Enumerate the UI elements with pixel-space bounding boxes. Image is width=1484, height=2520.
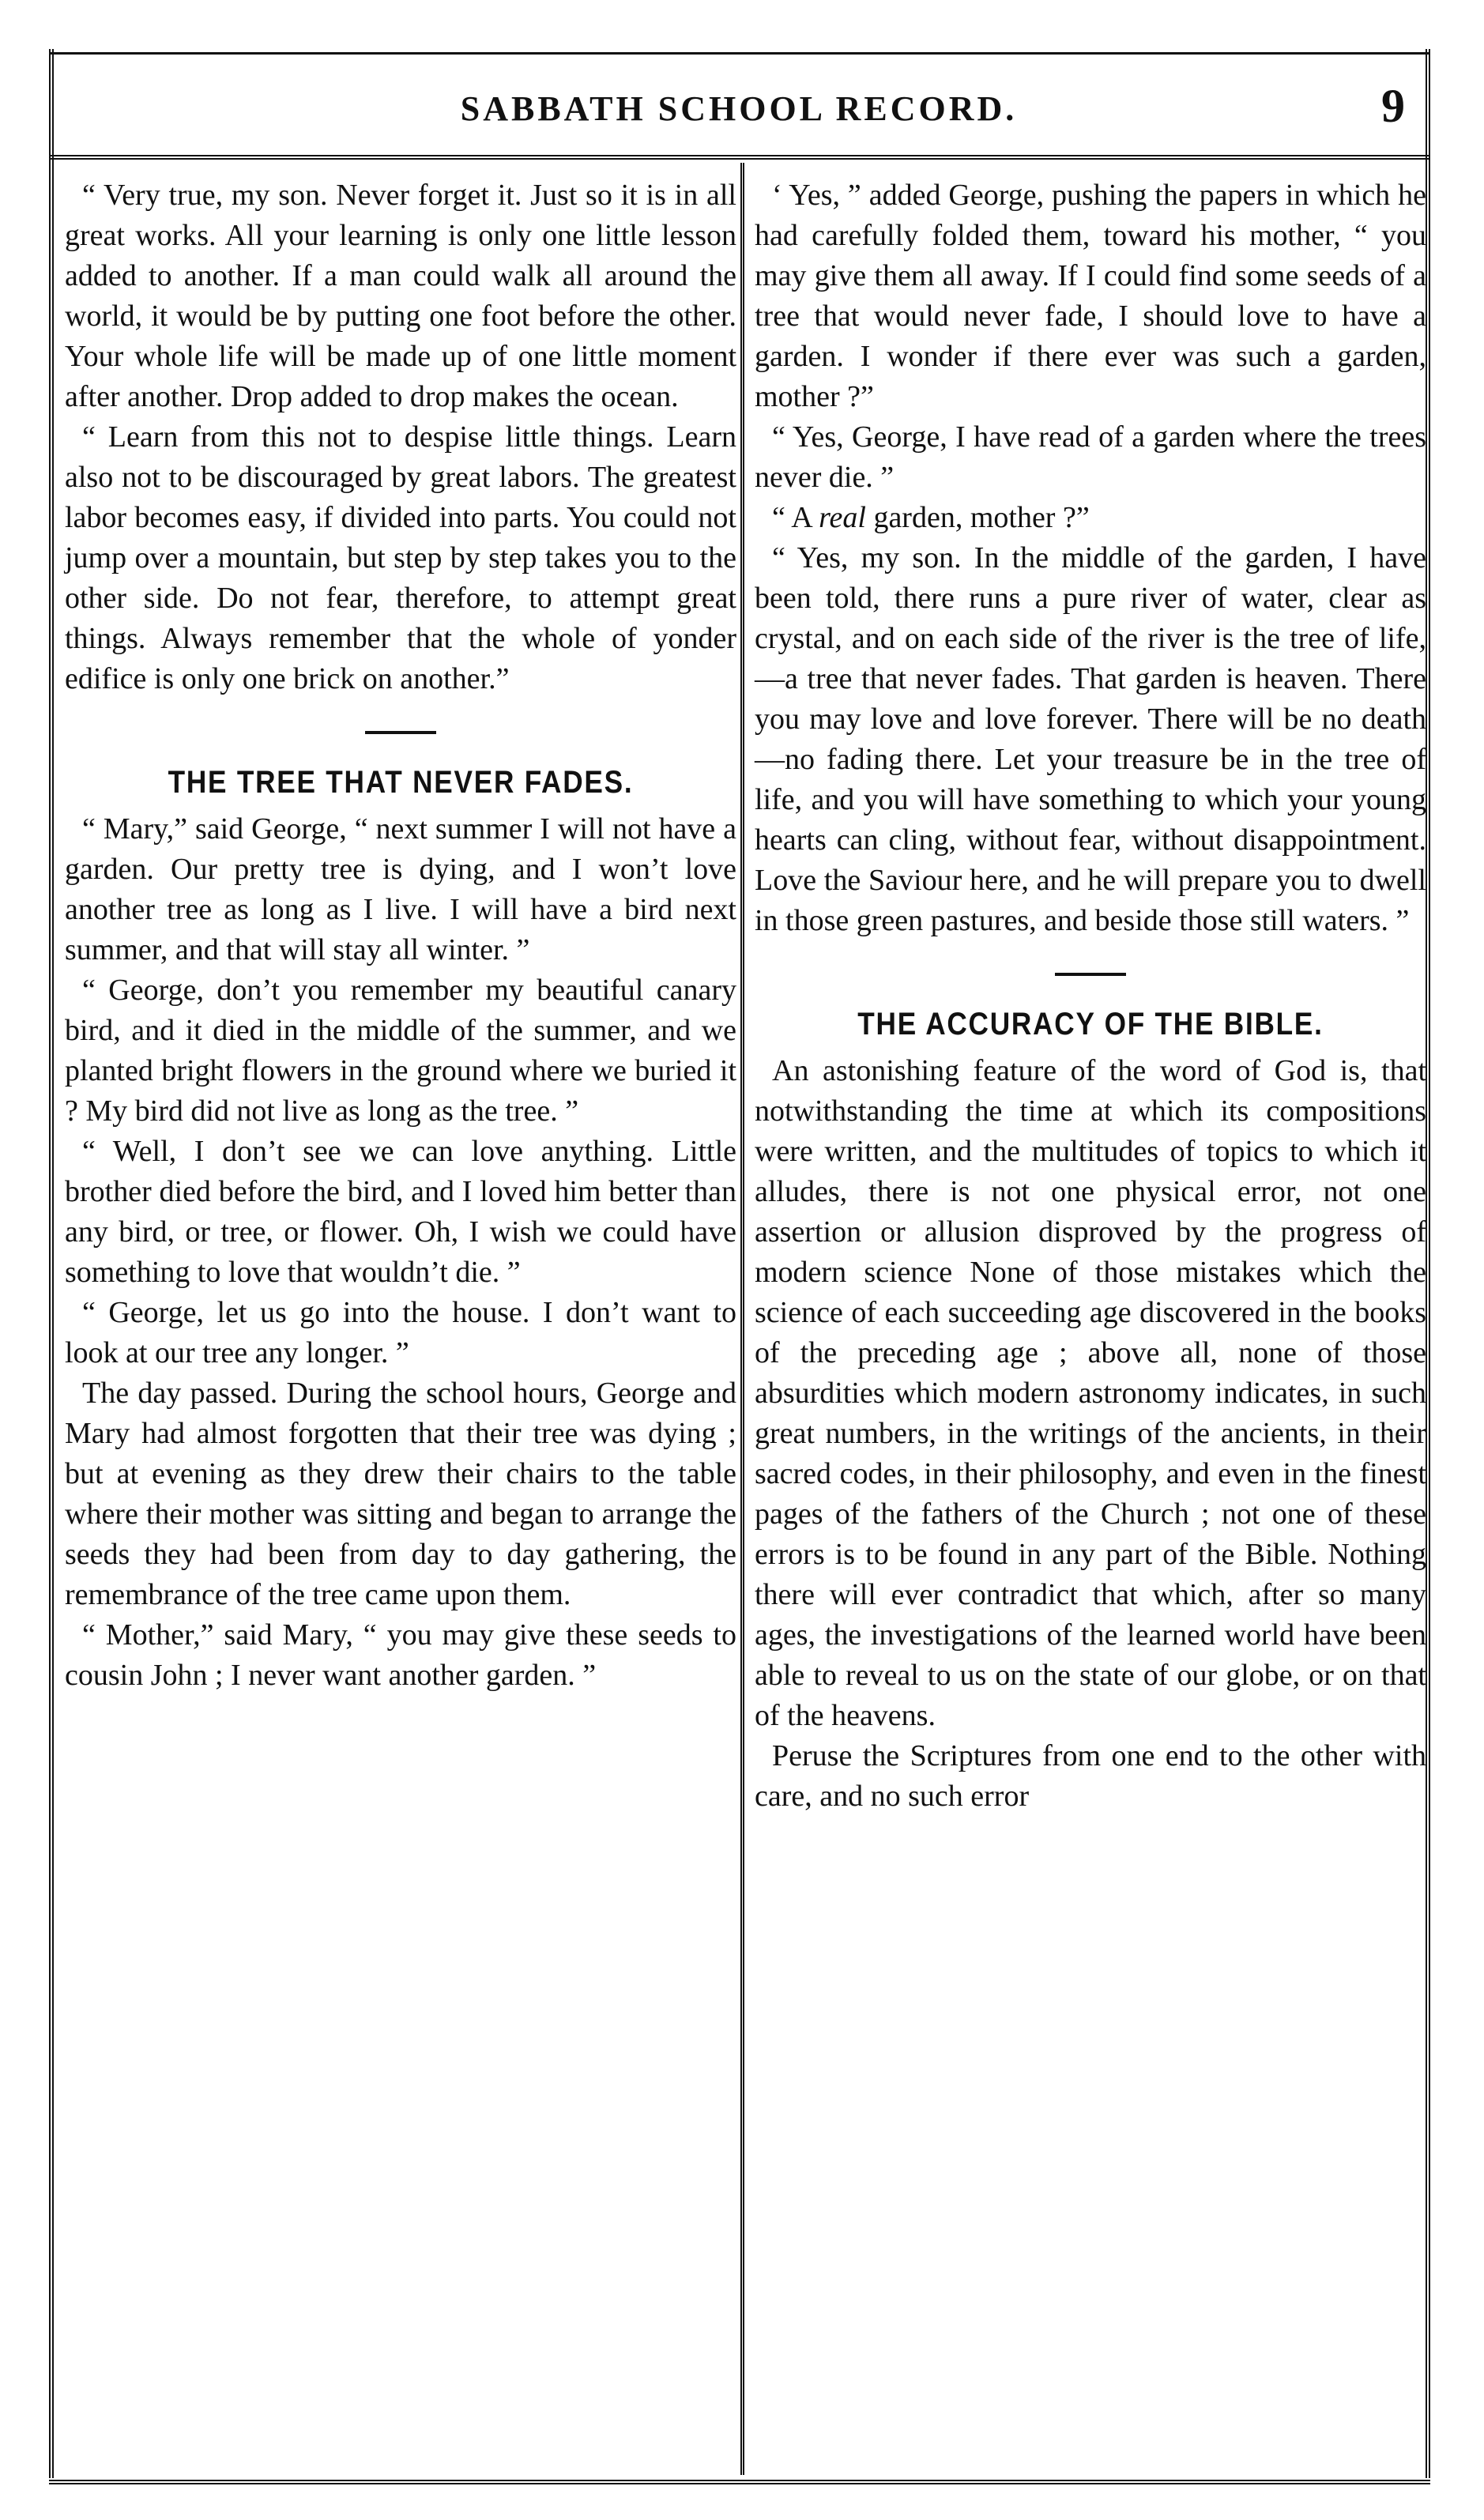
text-run: “ A xyxy=(772,501,819,534)
right-column xyxy=(755,175,1426,1817)
body-paragraph: “ Mary,” said George, “ next summer I will not have a garden. Our pretty tree is dying, and I won’t love another tree as long as I live. I will have a bird next summer, and that will stay all winter. ” xyxy=(65,812,736,966)
section-separator xyxy=(1055,973,1126,976)
text-run: garden, mother ?” xyxy=(865,501,1090,534)
body-paragraph: ‘ Yes, ” added George, pushing the papers in which he had carefully folded them, toward his mother, “ you may give them all away. If I could find some seeds of a tree that would never fade, I should love to have a garden. I wonder if there ever was such a garden, mother ?” xyxy=(755,179,1426,413)
italic-word: real xyxy=(819,501,866,534)
body-paragraph: Peruse the Scriptures from one end to the other with care, and no such error xyxy=(755,1739,1426,1813)
body-paragraph: An astonishing feature of the word of God is, that notwithstanding the time at which its compositions were written, and the multitudes of topics to which it alludes, there is not one physical error, not one assertion or allusion disproved by the progress of modern science None of those mistakes which the science of each succeeding age discovered in the books of the preceding age ; above all, none of those absurdities which modern astronomy indicates, in such great numbers, in the writings of the ancients, in their sacred codes, in their philosophy, and even in the finest pages of the fathers of the Church ; not one of these errors is to be found in any part of the Bible. Nothing there will ever contradict that which, after so many ages, the investigations of the learned world have been able to reveal to us on the state of our globe, or on that of the heavens. xyxy=(755,1054,1426,1732)
body-paragraph: “ Yes, my son. In the middle of the garden, I have been told, there runs a pure river of water, clear as crystal, and on each side of the river is the tree of life,—a tree that never fades. That garden is heaven. There you may love and love forever. There will be no death—no fading there. Let your treasure be in the tree of life, and you will have something to which your young hearts can cling, without fear, without disappointment. Love the Saviour here, and he will prepare you to dwell in those green pastures, and beside those still waters. ” xyxy=(755,541,1426,937)
article-heading: THE TREE THAT NEVER FADES. xyxy=(168,765,634,800)
body-paragraph: “ Mother,” said Mary, “ you may give these seeds to cousin John ; I never want another garden. ” xyxy=(65,1618,736,1692)
body-paragraph: “ George, let us go into the house. I don’t want to look at our tree any longer. ” xyxy=(65,1296,736,1369)
body-paragraph: “ Yes, George, I have read of a garden where the trees never die. ” xyxy=(755,420,1426,494)
running-header xyxy=(63,79,1414,152)
body-paragraph: “ Well, I don’t see we can love anything. Little brother died before the bird, and I loved him better than any bird, or tree, or flower. Oh, I wish we could have something to love that wouldn’t die. ” xyxy=(65,1135,736,1289)
section-separator xyxy=(365,731,436,734)
left-column xyxy=(65,175,736,1696)
page-number: 9 xyxy=(1381,80,1405,132)
bottom-border-rule xyxy=(49,2480,1430,2484)
column-divider xyxy=(740,163,744,2475)
body-paragraph xyxy=(755,498,1426,538)
publication-title: SABBATH SCHOOL RECORD. xyxy=(460,89,1018,128)
header-rule xyxy=(49,155,1430,160)
body-paragraph: “ Learn from this not to despise little things. Learn also not to be discouraged by great labors. The greatest labor becomes easy, if divided into parts. You could not jump over a mountain, but step by step takes you to the other side. Do not fear, therefore, to attempt great things. Always remember that the whole of yonder edifice is only one brick on another.” xyxy=(65,420,736,695)
body-paragraph: The day passed. During the school hours, George and Mary had almost forgotten that their tree was dying ; but at evening as they drew their chairs to the table where their mother was sitting and began to arrange the seeds they had been from day to day gathering, the remembrance of the tree came upon them. xyxy=(65,1377,736,1611)
body-paragraph: “ Very true, my son. Never forget it. Just so it is in all great works. All your learning is only one little lesson added to another. If a man could walk all around the world, it would be by putting one foot before the other. Your whole life will be made up of one little moment after another. Drop added to drop makes the ocean. xyxy=(65,179,736,413)
article-heading: THE ACCURACY OF THE BIBLE. xyxy=(857,1007,1324,1042)
body-paragraph: “ George, don’t you remember my beautiful canary bird, and it died in the middle of the summer, and we planted bright flowers in the ground where we buried it ? My bird did not live as long as the tree. ” xyxy=(65,974,736,1128)
